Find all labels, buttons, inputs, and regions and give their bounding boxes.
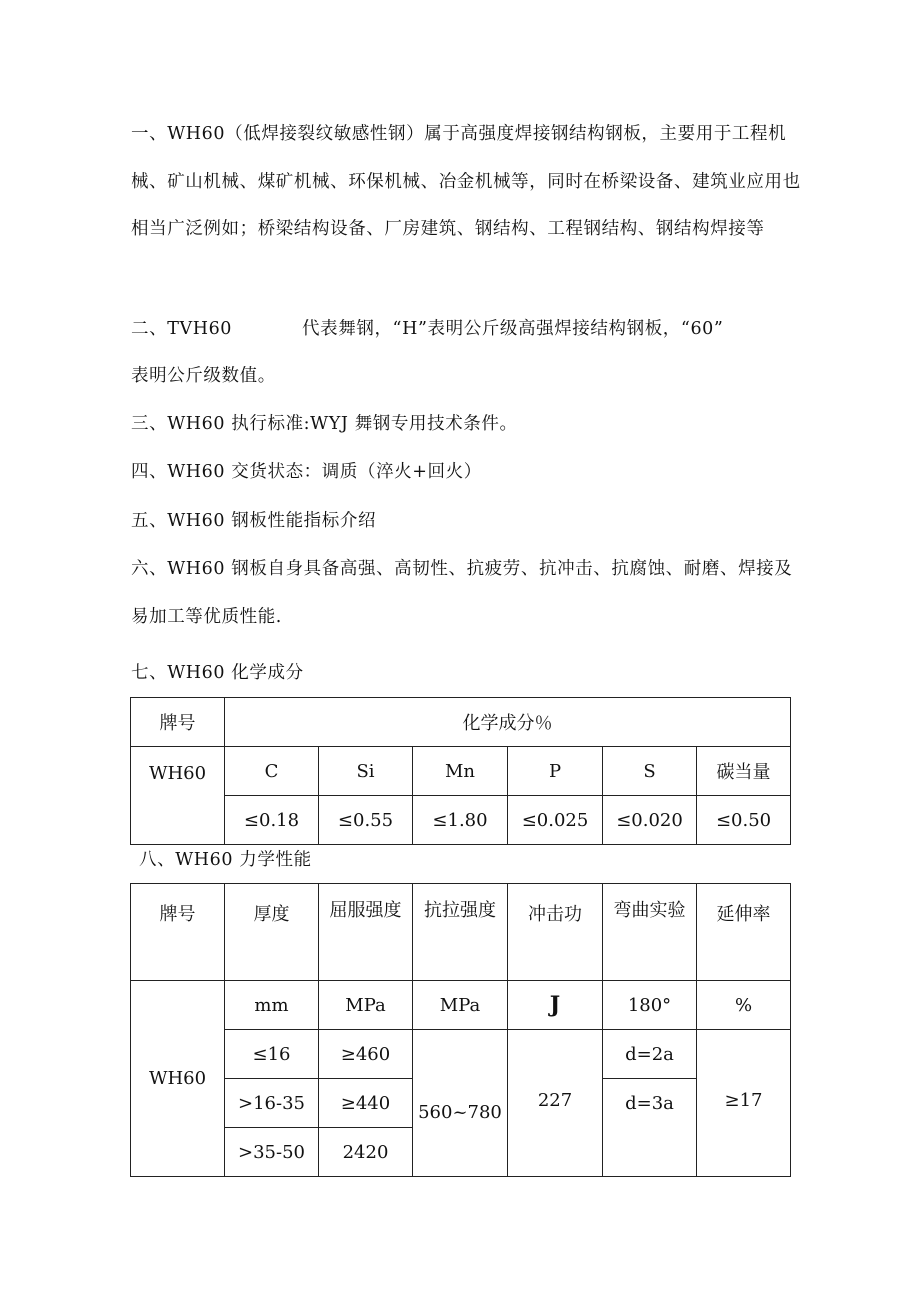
element-cell: P: [508, 747, 603, 796]
chem-composition-header: 化学成分％: [225, 698, 791, 747]
yield-cell: ≥440: [319, 1079, 413, 1128]
unit-cell: J: [508, 981, 603, 1030]
section-1-text: 一、WH60（低焊接裂纹敏感性钢）属于高强度焊接钢结构钢板，主要用于工程机械、矿山机械、煤矿机械、环保机械、冶金机械等，同时在桥梁设备、建筑业应用也相当广泛例如；桥梁结构设备、厂房建筑、钢结构、工程钢结构、钢结构焊接等: [131, 124, 801, 239]
mech-header-tensile: 抗拉强度: [413, 884, 508, 981]
section-7-heading: 七、WH60 化学成分: [131, 663, 304, 683]
section-3-text: 三、WH60 执行标准:WYJ 舞钢专用技术条件。: [131, 414, 518, 434]
section-2-code: 二、TVH60: [131, 319, 233, 339]
section-2-line-2: 表明公斤级数值。: [131, 366, 276, 386]
composition-value-cell: ≤0.020: [603, 796, 697, 845]
unit-cell: mm: [225, 981, 319, 1030]
bend-cell: d=3a: [603, 1079, 697, 1177]
unit-cell: MPa: [413, 981, 508, 1030]
chemical-composition-table: [130, 697, 791, 845]
thickness-cell: ≤16: [225, 1030, 319, 1079]
composition-value-cell: ≤0.55: [319, 796, 413, 845]
mech-grade-cell: WH60: [131, 981, 225, 1177]
impact-cell: 227: [508, 1030, 603, 1177]
mech-header-yield: 屈服强度: [319, 884, 413, 981]
unit-cell: MPa: [319, 981, 413, 1030]
mech-header-grade: 牌号: [131, 884, 225, 981]
unit-cell: 180°: [603, 981, 697, 1030]
chem-grade-header: 牌号: [131, 698, 225, 747]
thickness-cell: >16-35: [225, 1079, 319, 1128]
mech-header-thickness: 厚度: [225, 884, 319, 981]
mech-header-elongation: 延伸率: [697, 884, 791, 981]
yield-cell: ≥460: [319, 1030, 413, 1079]
section-2-desc: 代表舞钢，“H”表明公斤级高强焊接结构钢板，“60”: [302, 319, 724, 339]
composition-value-cell: ≤0.18: [225, 796, 319, 845]
thickness-cell: >35-50: [225, 1128, 319, 1177]
element-cell: C: [225, 747, 319, 796]
element-cell: Mn: [413, 747, 508, 796]
section-5-text: 五、WH60 钢板性能指标介绍: [131, 511, 377, 531]
yield-cell: 2420: [319, 1128, 413, 1177]
mech-header-impact: 冲击功: [508, 884, 603, 981]
composition-value-cell: ≤0.50: [697, 796, 791, 845]
mech-header-bend: 弯曲实验: [603, 884, 697, 981]
element-cell: Si: [319, 747, 413, 796]
tensile-cell: 560~780: [413, 1030, 508, 1177]
mechanical-properties-table: [130, 883, 791, 1177]
section-8-heading: 八、WH60 力学性能: [139, 850, 312, 870]
element-cell: S: [603, 747, 697, 796]
section-2-line-1: [131, 315, 723, 340]
section-4-text: 四、WH60 交货状态：调质（淬火+回火）: [131, 462, 482, 482]
section-6-text: 六、WH60 钢板自身具备高强、高韧性、抗疲劳、抗冲击、抗腐蚀、耐磨、焊接及易加工等优质性能.: [131, 559, 793, 627]
composition-value-cell: ≤0.025: [508, 796, 603, 845]
element-cell: 碳当量: [697, 747, 791, 796]
composition-value-cell: ≤1.80: [413, 796, 508, 845]
elongation-cell: ≥17: [697, 1030, 791, 1177]
bend-cell: d=2a: [603, 1030, 697, 1079]
unit-cell: %: [697, 981, 791, 1030]
chem-grade-cell: WH60: [131, 747, 225, 845]
